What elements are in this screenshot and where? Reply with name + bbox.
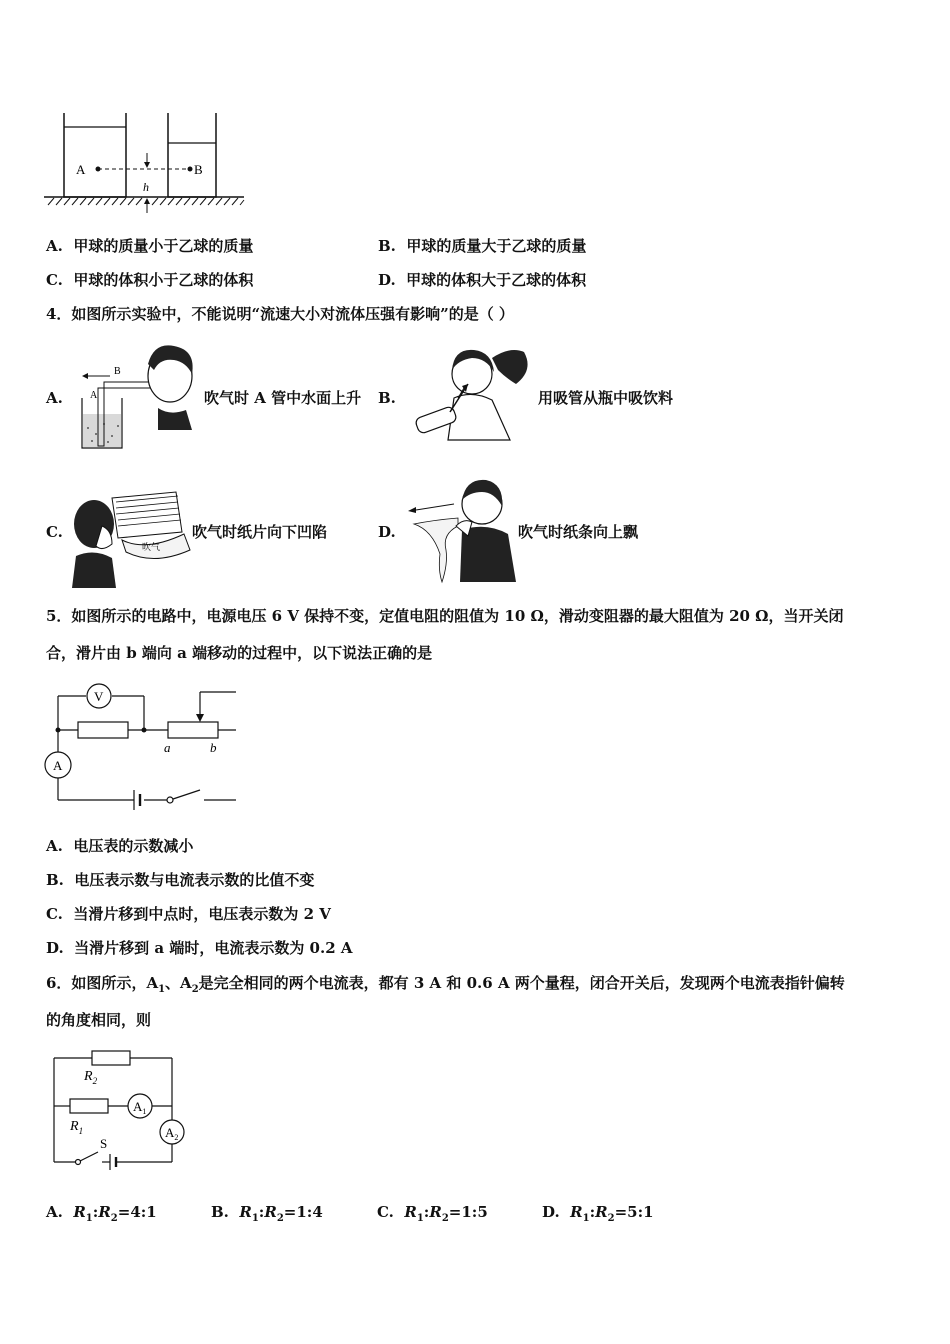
label-a: A	[76, 162, 86, 177]
q5-stem-line2: 合，滑片由 b 端向 a 端移动的过程中，以下说法正确的是	[46, 644, 433, 662]
q6-option-a: A. $R_1:R_2=4:1$	[46, 1203, 157, 1224]
q5-stem-line1: 5．如图所示的电路中，电源电压 6 V 保持不变，定值电阻的阻值为 10 Ω，滑动变阻器的最大阻值为 20 Ω，当开关闭	[46, 607, 844, 625]
q4-option-b-key: B.	[378, 389, 396, 407]
q4-option-c-key: C.	[46, 523, 63, 541]
voltmeter-label: V	[94, 689, 104, 704]
q6-option-d: D. $R_1:R_2=5:1$	[542, 1203, 654, 1224]
switch-label: S	[100, 1136, 108, 1151]
q5-option-d: D. 当滑片移到 a 端时，电流表示数为 0.2 A	[46, 939, 353, 957]
ammeter-label: A	[53, 758, 63, 773]
q5-option-b: B. 电压表示数与电流表示数的比值不变	[46, 871, 315, 889]
tube-b-label: B	[114, 366, 121, 377]
q6-option-c: C. $R_1:R_2=1:5$	[377, 1203, 488, 1224]
q6-circuit-figure	[44, 1046, 194, 1172]
q5-option-c: C. 当滑片移到中点时，电压表示数为 2 V	[46, 905, 331, 923]
label-h: h	[143, 180, 149, 194]
r1-label: $R_1$	[70, 1119, 84, 1136]
q4-a-figure	[74, 336, 202, 454]
q3-option-c: C. 甲球的体积小于乙球的体积	[46, 271, 254, 289]
q4-d-figure	[402, 474, 518, 586]
q4-b-figure	[406, 340, 538, 452]
point-b-dot	[188, 167, 193, 172]
q6-stem-line2: 的角度相同，则	[46, 1011, 152, 1029]
q4-c-figure	[72, 486, 192, 590]
end-b-label: b	[210, 740, 217, 755]
tube-a-label: A	[90, 390, 98, 401]
q4-option-c-text: 吹气时纸片向下凹陷	[192, 523, 328, 541]
q6-stem-line1: 6．如图所示，$A_1$、$A_2$是完全相同的两个电流表，都有 3 A 和 0.6 A 两个量程，闭合开关后，发现两个电流表指针偏转	[46, 974, 845, 995]
q4-option-b-text: 用吸管从瓶中吸饮料	[538, 389, 674, 407]
q4-stem: 4．如图所示实验中，不能说明“流速大小对流体压强有影响”的是（ ）	[46, 305, 514, 323]
q5-circuit-figure	[40, 680, 250, 820]
q6-option-b: B. $R_1:R_2=1:4$	[211, 1203, 323, 1224]
q4-option-a-text: 吹气时 A 管中水面上升	[204, 389, 362, 407]
a1-label: $A_1$	[133, 1099, 147, 1116]
label-b: B	[194, 162, 203, 177]
q3-option-a: A. 甲球的质量小于乙球的质量	[46, 237, 254, 255]
blow-label: 吹气	[142, 542, 161, 552]
q3-option-d: D. 甲球的体积大于乙球的体积	[378, 271, 587, 289]
r2-label: $R_2$	[84, 1069, 98, 1086]
a2-label: $A_2$	[165, 1125, 179, 1142]
q4-option-d-key: D.	[378, 523, 396, 541]
point-a-dot	[96, 167, 101, 172]
q5-option-a: A. 电压表的示数减小	[46, 837, 194, 855]
q4-option-a-key: A.	[46, 389, 63, 407]
end-a-label: a	[164, 740, 171, 755]
q4-option-d-text: 吹气时纸条向上飘	[518, 523, 639, 541]
q3-container-figure	[40, 105, 250, 215]
q3-option-b: B. 甲球的质量大于乙球的质量	[378, 237, 587, 255]
